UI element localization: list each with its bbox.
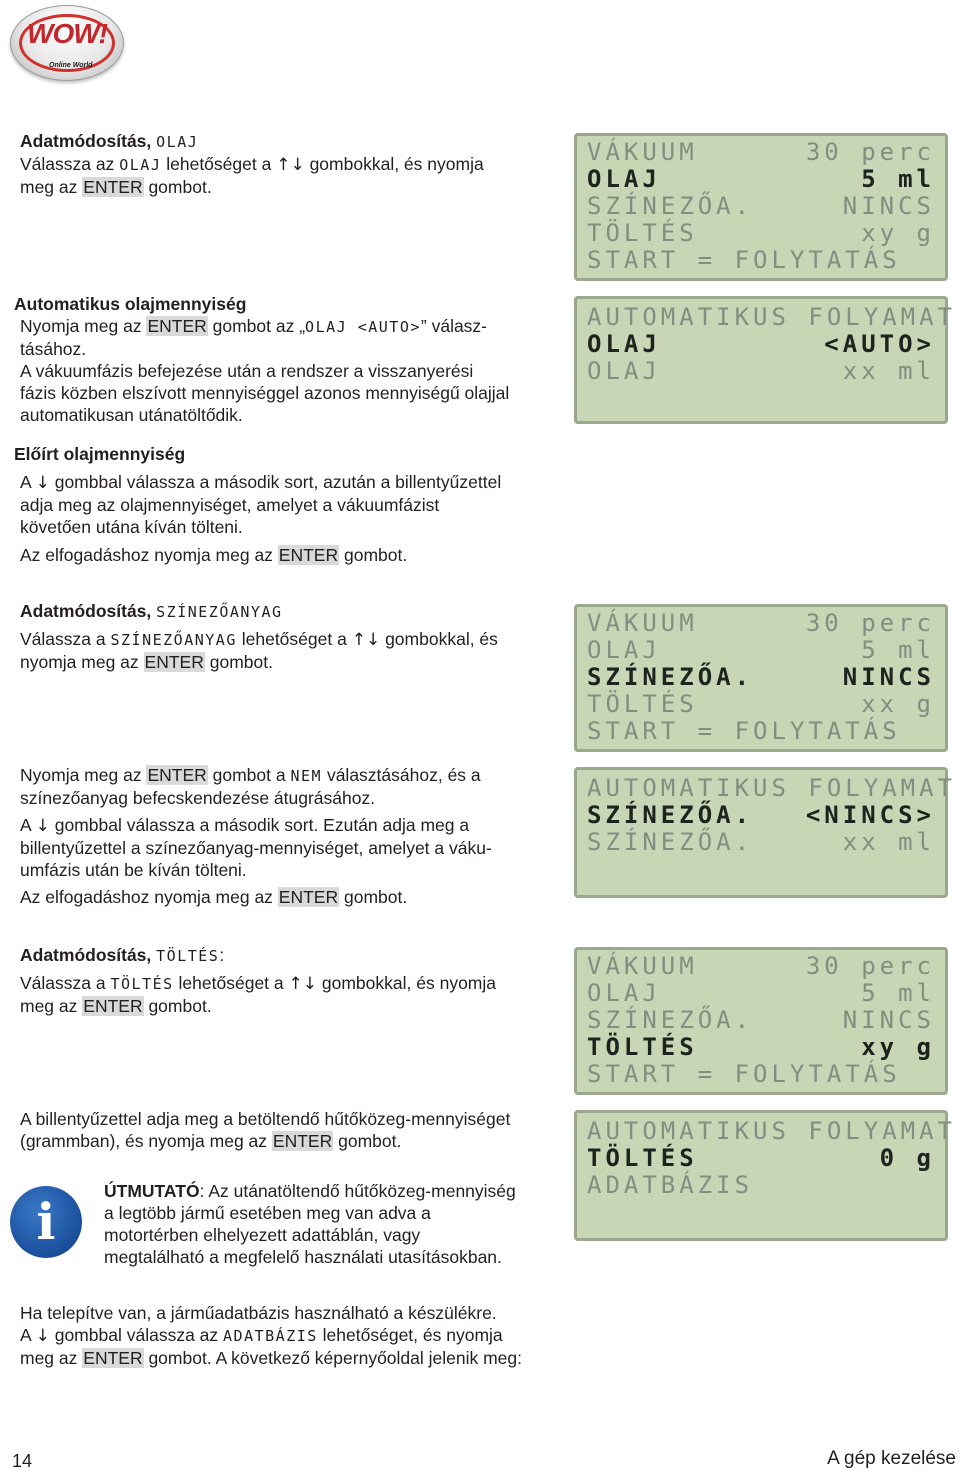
text: billentyűzettel a színezőanyag-mennyiséget, amelyet a váku-: [20, 838, 492, 858]
lcd-row: AUTOMATIKUS FOLYAMAT: [587, 303, 956, 331]
text: A billentyűzettel adja meg a betöltendő hűtőközeg-mennyiséget: [20, 1109, 511, 1129]
text: meg az: [20, 177, 78, 197]
text: (grammban), és nyomja meg az: [20, 1131, 268, 1151]
up-down-arrow-icon: ↑↓: [288, 974, 318, 994]
lcd-row: VÁKUUM 30 perc: [587, 609, 935, 637]
lcd-row: OLAJ xx ml: [587, 357, 935, 385]
text: lehetőséget a: [241, 629, 347, 649]
section-charge-amount: [20, 1108, 560, 1152]
text: gombot.: [343, 545, 408, 565]
lcd-row: OLAJ 5 ml: [587, 979, 935, 1007]
section-auto-oil: [14, 293, 554, 426]
lcd-row-selected: TÖLTÉS 0 g: [587, 1144, 935, 1172]
note-box: [104, 1180, 554, 1268]
text: színezőanyag befecskendezése átugrásához.: [20, 788, 376, 808]
code-text: SZÍNEZŐANYAG: [156, 603, 283, 621]
enter-key-label: ENTER: [147, 316, 207, 336]
text: meg az: [20, 996, 78, 1016]
section-heading: Automatikus olajmennyiség: [14, 294, 247, 314]
up-down-arrow-icon: ↑↓: [351, 630, 381, 650]
code-text: OLAJ: [156, 133, 199, 151]
down-arrow-icon: ↓: [35, 473, 50, 493]
lcd-screen-oil-select: [574, 133, 948, 281]
text: fázis közben elszívott mennyiséggel azonos mennyiségű olajjal: [20, 383, 510, 403]
text: A vákuumfázis befejezése után a rendszer a visszanyerési: [20, 361, 474, 381]
lcd-row-selected: SZÍNEZŐA. NINCS: [587, 663, 935, 691]
lcd-row: SZÍNEZŐA. NINCS: [587, 1006, 935, 1034]
text: a legtöbb jármű esetében meg van adva a: [104, 1203, 431, 1223]
lcd-row: SZÍNEZŐA. NINCS: [587, 192, 935, 220]
text: gombot a: [212, 765, 286, 785]
enter-key-label: ENTER: [272, 1131, 333, 1151]
lcd-row-selected: TÖLTÉS xy g: [587, 1033, 935, 1061]
lcd-row: AUTOMATIKUS FOLYAMAT: [587, 774, 956, 802]
text: nyomja meg az: [20, 652, 139, 672]
enter-key-label: ENTER: [278, 887, 339, 907]
text: A: [20, 1325, 31, 1345]
text: lehetőséget, és nyomja: [322, 1325, 503, 1345]
lcd-row: ADATBÁZIS: [587, 1171, 754, 1199]
logo-subtitle: Online World: [49, 62, 93, 69]
lcd-row: TÖLTÉS xy g: [587, 219, 935, 247]
text: gombot.: [148, 996, 212, 1016]
lcd-row: VÁKUUM 30 perc: [587, 952, 935, 980]
text: Nyomja meg az: [20, 316, 142, 336]
section-heading: Adatmódosítás,: [20, 945, 152, 965]
text: gombot.: [338, 1131, 402, 1151]
lcd-row-selected: OLAJ 5 ml: [587, 165, 935, 193]
code-text: SZÍNEZŐANYAG: [110, 631, 237, 649]
code-text: OLAJ: [119, 156, 162, 174]
lcd-row: START = FOLYTATÁS: [587, 1060, 901, 1088]
lcd-row: START = FOLYTATÁS: [587, 246, 901, 274]
lcd-row: SZÍNEZŐA. xx ml: [587, 828, 935, 856]
section-database: [20, 1302, 560, 1369]
text: Az elfogadáshoz nyomja meg az: [20, 887, 273, 907]
section-dye-skip: [20, 764, 550, 908]
section-oil-select: [20, 130, 550, 198]
lcd-row: AUTOMATIKUS FOLYAMAT: [587, 1117, 956, 1145]
info-icon: i: [10, 1186, 82, 1258]
text: lehetőséget a: [166, 154, 272, 174]
lcd-row: START = FOLYTATÁS: [587, 717, 901, 745]
text: gombbal válassza az: [54, 1325, 219, 1345]
section-charge-select: [20, 944, 550, 1017]
down-arrow-icon: ↓: [35, 1326, 50, 1346]
text: gombbal válassza a második sort. Ezután adja meg a: [54, 815, 470, 835]
lcd-screen-charge-select: [574, 947, 948, 1095]
page-number: 14: [12, 1451, 33, 1471]
down-arrow-icon: ↓: [35, 816, 50, 836]
text: motortérben elhelyezett adattáblán, vagy: [104, 1225, 421, 1245]
text: automatikusan utánatöltődik.: [20, 405, 243, 425]
section-heading: Adatmódosítás,: [20, 131, 152, 151]
enter-key-label: ENTER: [278, 545, 339, 565]
text: Ha telepítve van, a járműadatbázis használható a készülékre.: [20, 1303, 497, 1323]
enter-key-label: ENTER: [83, 996, 143, 1016]
text: választásához, és a: [326, 765, 481, 785]
text: Válassza az: [20, 154, 115, 174]
note-label: ÚTMUTATÓ: [104, 1181, 200, 1201]
lcd-row-selected: OLAJ <AUTO>: [587, 330, 935, 358]
text: meg az: [20, 1348, 78, 1368]
text: lehetőséget a: [178, 973, 284, 993]
section-heading: Adatmódosítás,: [20, 601, 152, 621]
text: gombot.: [209, 652, 273, 672]
text: Válassza a: [20, 973, 106, 993]
logo-text: WOW!: [27, 18, 107, 49]
text: gombokkal, és: [385, 629, 498, 649]
text: :: [219, 945, 225, 965]
footer-title: A gép kezelése: [827, 1448, 956, 1469]
text: Az elfogadáshoz nyomja meg az: [20, 545, 273, 565]
text: A: [20, 815, 31, 835]
section-preset-oil: [14, 443, 554, 566]
text: gombokkal, és nyomja: [321, 973, 497, 993]
text: Nyomja meg az: [20, 765, 142, 785]
enter-key-label: ENTER: [83, 177, 143, 197]
enter-key-label: ENTER: [83, 1348, 143, 1368]
lcd-row: TÖLTÉS xx g: [587, 690, 935, 718]
code-text: NEM: [290, 767, 323, 785]
text: adja meg az olajmennyiséget, amelyet a vákuumfázist: [20, 495, 440, 515]
up-down-arrow-icon: ↑↓: [276, 155, 305, 175]
lcd-row-selected: SZÍNEZŐA. <NINCS>: [587, 801, 935, 829]
text: ” válasz-: [420, 316, 488, 336]
text: gombot.: [343, 887, 408, 907]
text: gombbal válassza a második sort, azután a billentyűzettel: [54, 472, 502, 492]
lcd-row: VÁKUUM 30 perc: [587, 138, 935, 166]
text: A: [20, 472, 31, 492]
code-text: ADATBÁZIS: [223, 1327, 318, 1345]
code-text: TÖLTÉS: [156, 947, 220, 965]
lcd-screen-charge-amount: [574, 1110, 956, 1241]
text: gombot.: [148, 177, 212, 197]
section-dye-select: [20, 600, 550, 673]
lcd-screen-dye-amount: [574, 767, 956, 898]
text: umfázis után be kíván tölteni.: [20, 860, 247, 880]
section-heading: Előírt olajmennyiség: [14, 444, 186, 464]
text: tásához.: [20, 339, 87, 359]
lcd-screen-dye-select: [574, 604, 948, 752]
enter-key-label: ENTER: [144, 652, 204, 672]
text: : Az utánatöltendő hűtőközeg-mennyiség: [199, 1181, 516, 1201]
lcd-row: OLAJ 5 ml: [587, 636, 935, 664]
wow-logo: [10, 5, 124, 81]
text: megtalálható a megfelelő használati utasításokban.: [104, 1247, 502, 1267]
text: követően utána kíván tölteni.: [20, 517, 243, 537]
text: gombot. A következő képernyőoldal jelenik meg:: [148, 1348, 523, 1368]
text: Válassza a: [20, 629, 106, 649]
enter-key-label: ENTER: [147, 765, 207, 785]
code-text: OLAJ <AUTO>: [305, 318, 421, 336]
lcd-screen-auto-oil: [574, 296, 956, 424]
text: gombot az „: [212, 316, 306, 336]
code-text: TÖLTÉS: [110, 975, 174, 993]
text: gombokkal, és nyomja: [309, 154, 484, 174]
